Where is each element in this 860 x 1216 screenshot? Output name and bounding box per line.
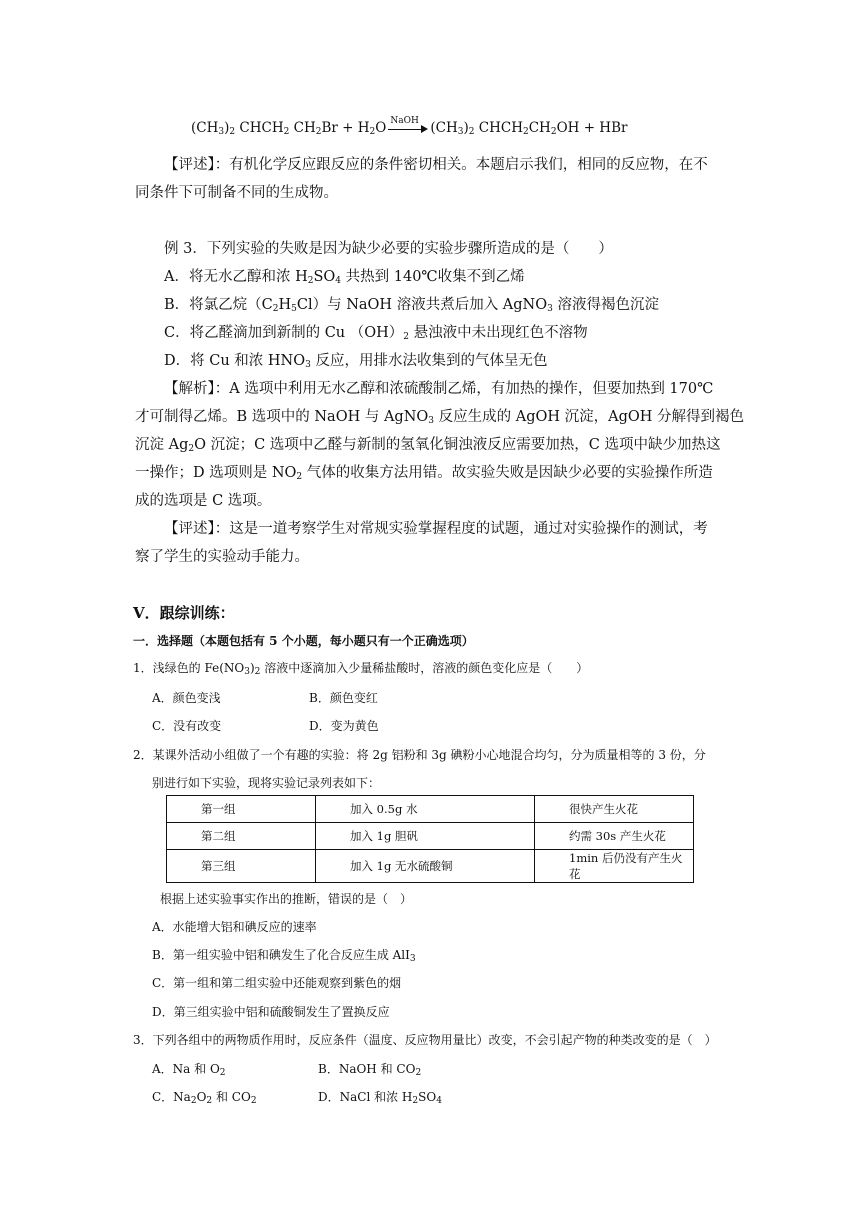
text: 气体的收集方法用错。故实验失败是因缺少必要的实验操作所造 — [302, 465, 713, 481]
table-cell: 第一组 — [167, 796, 316, 823]
text: 反应，用排水法收集到的气体呈无色 — [310, 353, 548, 369]
eq-text: CH — [528, 120, 551, 136]
text: 1．浅绿色的 Fe(NO — [133, 661, 245, 675]
text: 溶液得褐色沉淀 — [552, 297, 659, 313]
q2-option-c: C．第一组和第二组实验中还能观察到紫色的烟 — [152, 976, 402, 990]
q2-option-d: D．第三组实验中铝和硫酸铜发生了置换反应 — [152, 1005, 390, 1019]
q2-option-b — [152, 945, 416, 965]
eq-text: CHCH — [474, 120, 523, 136]
q3-option-d — [318, 1087, 442, 1107]
eq-text: CH — [289, 120, 316, 136]
sub: 2 — [307, 276, 314, 286]
comment-line: 察了学生的实验动手能力。 — [135, 549, 309, 565]
text: 溶液中逐滴加入少量稀盐酸时，溶液的颜色变化应是（ ） — [260, 661, 589, 675]
q1-option-a: A．颜色变浅 — [152, 691, 221, 705]
text: B．将氯乙烷（C — [164, 297, 273, 313]
q3-option-c — [152, 1087, 257, 1107]
eq-text: (CH — [430, 120, 458, 136]
text: SO — [313, 269, 336, 285]
sub: 2 — [412, 1096, 419, 1106]
eq-sub: 2 — [315, 127, 322, 137]
table-row — [167, 796, 694, 823]
option-b — [164, 295, 659, 315]
comment-line: 【评述】：有机化学反应跟反应的条件密切相关。本题启示我们，相同的反应物，在不 — [164, 157, 708, 173]
sub: 4 — [335, 276, 342, 286]
text: B．第一组实验中铝和碘发生了化合反应生成 AlI — [152, 948, 410, 962]
eq-sub: 2 — [229, 127, 236, 137]
text: D．将 Cu 和浓 HNO — [164, 353, 306, 369]
eq-text: CHCH — [235, 120, 284, 136]
table-row — [167, 823, 694, 850]
table-cell: 加入 0.5g 水 — [316, 796, 535, 823]
eq-text: ) — [463, 120, 469, 136]
question-1-stem — [133, 658, 588, 678]
q3-option-b — [318, 1059, 421, 1079]
eq-text: ) — [224, 120, 230, 136]
table-cell: 很快产生火花 — [535, 796, 694, 823]
table-cell: 约需 30s 产生火花 — [535, 823, 694, 850]
option-d — [164, 351, 547, 371]
table-row — [167, 850, 694, 883]
sub: 2 — [206, 1096, 213, 1106]
table-cell: 第三组 — [167, 850, 316, 883]
table-cell: 加入 1g 胆矾 — [316, 823, 535, 850]
text: SO — [418, 1090, 437, 1104]
table-cell: 加入 1g 无水硫酸铜 — [316, 850, 535, 883]
text: 一操作；D 选项则是 NO — [135, 465, 297, 481]
option-a — [164, 267, 525, 287]
text: C．Na — [152, 1090, 191, 1104]
text: H — [278, 297, 292, 313]
analysis-line — [135, 407, 744, 427]
reaction-equation — [191, 115, 628, 138]
sub: 2 — [254, 667, 261, 677]
text: 悬浊液中未出现红色不溶物 — [409, 325, 588, 341]
sub: 3 — [244, 667, 250, 677]
analysis-line — [135, 463, 713, 483]
text: A．Na 和 O — [152, 1062, 220, 1076]
eq-text: (CH — [191, 120, 219, 136]
text: 共热到 140℃收集不到乙烯 — [341, 269, 525, 285]
text: 沉淀 Ag — [135, 437, 189, 453]
text: D．NaCl 和浓 H — [318, 1090, 413, 1104]
question-3-stem: 3．下列各组中的两物质作用时，反应条件（温度、反应物用量比）改变，不会引起产物的种类改变的是（ ） — [133, 1033, 717, 1047]
sub: 2 — [190, 1096, 197, 1106]
text: O — [196, 1090, 207, 1104]
question-2-stem-cont: 别进行如下实验，现将实验记录列表如下： — [152, 776, 381, 790]
question-2-stem: 2．某课外活动小组做了一个有趣的实验：将 2g 铝粉和 3g 碘粉小心地混合均匀，分为质量相等的 3 份，分 — [133, 748, 706, 762]
sub: 3 — [428, 416, 435, 426]
section-subtitle: 一．选择题（本题包括有 5 个小题，每小题只有一个正确选项） — [133, 634, 474, 648]
question-2-ask: 根据上述实验事实作出的推断，错误的是（ ） — [160, 892, 413, 906]
text: 才可制得乙烯。B 选项中的 NaOH 与 AgNO — [135, 409, 429, 425]
sub: 2 — [219, 1068, 226, 1078]
reaction-arrow-icon — [388, 115, 428, 135]
experiment-table — [166, 795, 694, 883]
eq-sub: 2 — [369, 127, 376, 137]
analysis-line — [135, 435, 721, 455]
eq-sub: 3 — [218, 127, 225, 137]
eq-sub: 2 — [550, 127, 557, 137]
text: 和 CO — [212, 1090, 251, 1104]
eq-text: O — [375, 120, 387, 136]
eq-sub: 2 — [522, 127, 529, 137]
sub: 2 — [403, 332, 410, 342]
text: 反应生成的 AgOH 沉淀，AgOH 分解得到褐色 — [434, 409, 745, 425]
text: C．将乙醛滴加到新制的 Cu （OH） — [164, 325, 404, 341]
eq-text: OH + HBr — [556, 120, 628, 136]
example-question: 例 3．下列实验的失败是因为缺少必要的实验步骤所造成的是（ ） — [164, 241, 613, 257]
table-cell: 1min 后仍没有产生火花 — [535, 850, 694, 883]
eq-text: Br + H — [321, 120, 370, 136]
option-c — [164, 323, 588, 343]
sub: 2 — [272, 304, 279, 314]
text: A．将无水乙醇和浓 H — [164, 269, 308, 285]
sub: 5 — [291, 304, 297, 314]
analysis-line: 成的选项是 C 选项。 — [135, 493, 272, 509]
sub: 3 — [305, 360, 311, 370]
sub: 2 — [296, 472, 303, 482]
q1-option-b: B．颜色变红 — [309, 691, 378, 705]
sub: 3 — [409, 954, 416, 964]
eq-sub: 2 — [468, 127, 475, 137]
sub: 2 — [250, 1096, 257, 1106]
section-title: V．跟综训练： — [133, 604, 235, 622]
table-cell: 第二组 — [167, 823, 316, 850]
q3-option-a — [152, 1059, 226, 1079]
comment-line: 【评述】：这是一道考察学生对常规实验掌握程度的试题，通过对实验操作的测试，考 — [164, 521, 708, 537]
text: Cl）与 NaOH 溶液共煮后加入 AgNO — [296, 297, 548, 313]
text: O 沉淀；C 选项中乙醛与新制的氢氧化铜浊液反应需要加热，C 选项中缺少加热这 — [194, 437, 721, 453]
text: B．NaOH 和 CO — [318, 1062, 416, 1076]
sub: 4 — [436, 1096, 442, 1106]
text: ) — [249, 661, 255, 675]
analysis-line: 【解析】：A 选项中利用无水乙醇和浓硫酸制乙烯，有加热的操作，但要加热到 170℃ — [164, 381, 714, 397]
q1-option-c: C．没有改变 — [152, 719, 222, 733]
q2-option-a: A．水能增大铝和碘反应的速率 — [152, 920, 317, 934]
reaction-condition: NaOH — [390, 115, 419, 126]
eq-sub: 2 — [283, 127, 290, 137]
comment-line: 同条件下可制备不同的生成物。 — [135, 185, 338, 201]
sub: 3 — [547, 304, 553, 314]
sub: 2 — [415, 1068, 422, 1078]
q1-option-d: D．变为黄色 — [309, 719, 379, 733]
sub: 2 — [188, 444, 195, 454]
eq-sub: 3 — [457, 127, 464, 137]
